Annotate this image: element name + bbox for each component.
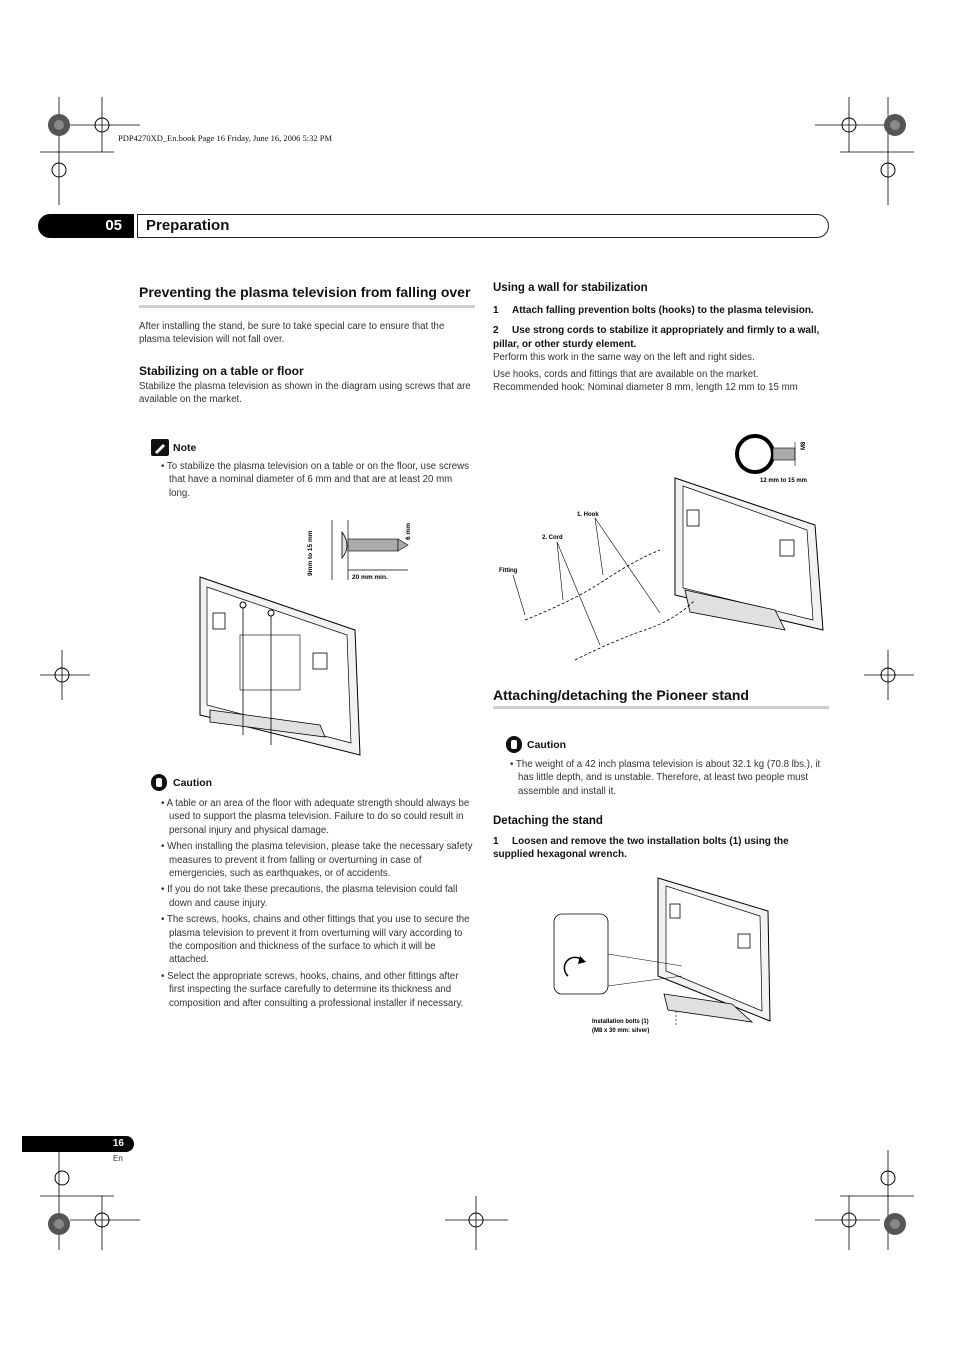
heading-rule [139,305,475,308]
stand-section [493,686,829,709]
label-cord: 2. Cord [542,535,563,541]
label-length: 20 mm min. [352,574,388,581]
screw-figure [308,510,420,585]
chapter-number: 05 [38,214,134,238]
note-label: Note [173,441,197,454]
section-heading-falling: Preventing the plasma television from falling over [139,284,471,300]
left-section [139,283,475,407]
label-diameter: 6 mm [405,523,412,540]
label-bolts-2: (M8 x 30 mm: silver) [592,1028,650,1034]
caution-item: • A table or an area of the floor with adequate strength should always be used to support the plasma television. Failure to do so could result in personal injury and physical damage. [161,798,470,836]
caution-label: Caution [527,738,567,751]
detach-section [493,815,829,862]
label-side: 9mm to 15 mm [307,530,314,576]
tv-table-figure [195,575,365,757]
language-label: En [113,1154,123,1163]
wall-step-1: 1 Attach falling prevention bolts (hooks) to the plasma television. [493,305,814,316]
label-hook: 1. Hook [577,512,599,518]
caution-label: Caution [173,776,213,789]
subheading-wall: Using a wall for stabilization [493,282,648,294]
wall-hook-figure [495,430,830,670]
note-icon [151,439,169,456]
caution-item: • The screws, hooks, chains and other fittings that you use to secure the plasma television to prevent it from overturning will vary according to the composition and thickness of the surface to which it will be attached. [161,914,470,966]
subheading-detach: Detaching the stand [493,815,603,827]
note-block [151,439,475,503]
caution-block-left [151,774,475,1013]
intro-text: After installing the stand, be sure to take special care to ensure that the plasma television will not fall over. [139,321,445,346]
detach-stand-figure [552,876,774,1038]
wall-text-2: Use hooks, cords and fittings that are available on the market. Recommended hook: Nominal diameter 8 mm, length 12 mm to 15 mm [493,368,798,394]
label-bolts-1: Installation bolts (1) [592,1019,649,1025]
wall-section [493,282,829,394]
table-text: Stabilize the plasma television as shown in the diagram using screws that are available on the market. [139,380,471,406]
label-m8: M8 [801,441,807,450]
caution-item: • If you do not take these precautions, the plasma television could fall down and cause injury. [161,884,458,909]
wall-text-1: Perform this work in the same way on the left and right sides. [493,352,755,364]
caution-icon [506,736,522,753]
caution-block-right [506,736,829,801]
caution-icon [151,774,167,791]
label-fitting: Fitting [499,568,518,574]
heading-rule [493,706,829,709]
subheading-table: Stabilizing on a table or floor [139,363,304,378]
caution-item: • When installing the plasma television, please take the necessary safety measures to prevent it from falling or overturning in case of emergencies, such as earthquakes, or of accidents. [161,841,473,880]
chapter-title: Preparation [146,217,230,234]
note-item: • To stabilize the plasma television on a table or on the floor, use screws that have a nominal diameter of 6 mm and that are at least 20 mm long. [161,461,470,499]
caution-item: • Select the appropriate screws, hooks, chains, and other fittings after first inspecting the surface carefully to determine its thickness and composition and after consulting a professional installer if necessary. [161,970,464,1009]
detach-step-1: 1 Loosen and remove the two installation bolts (1) using the supplied hexagonal wrench. [493,836,789,861]
wall-step-2: 2 Use strong cords to stabilize it appropriately and firmly to a wall, pillar, or other sturdy element. [493,325,820,350]
chapter-bar [137,214,829,238]
file-meta: PDP4270XD_En.book Page 16 Friday, June 16, 2006 5:32 PM [118,133,333,143]
section-heading-stand: Attaching/detaching the Pioneer stand [493,687,749,703]
label-hook-length: 12 mm to 15 mm [760,478,808,484]
caution-item: • The weight of a 42 inch plasma television is about 32.1 kg (70.8 lbs.), it has little depth, and is unstable. Therefore, at least two people must assemble and install it. [510,759,821,797]
page-number: 16 [22,1136,134,1152]
